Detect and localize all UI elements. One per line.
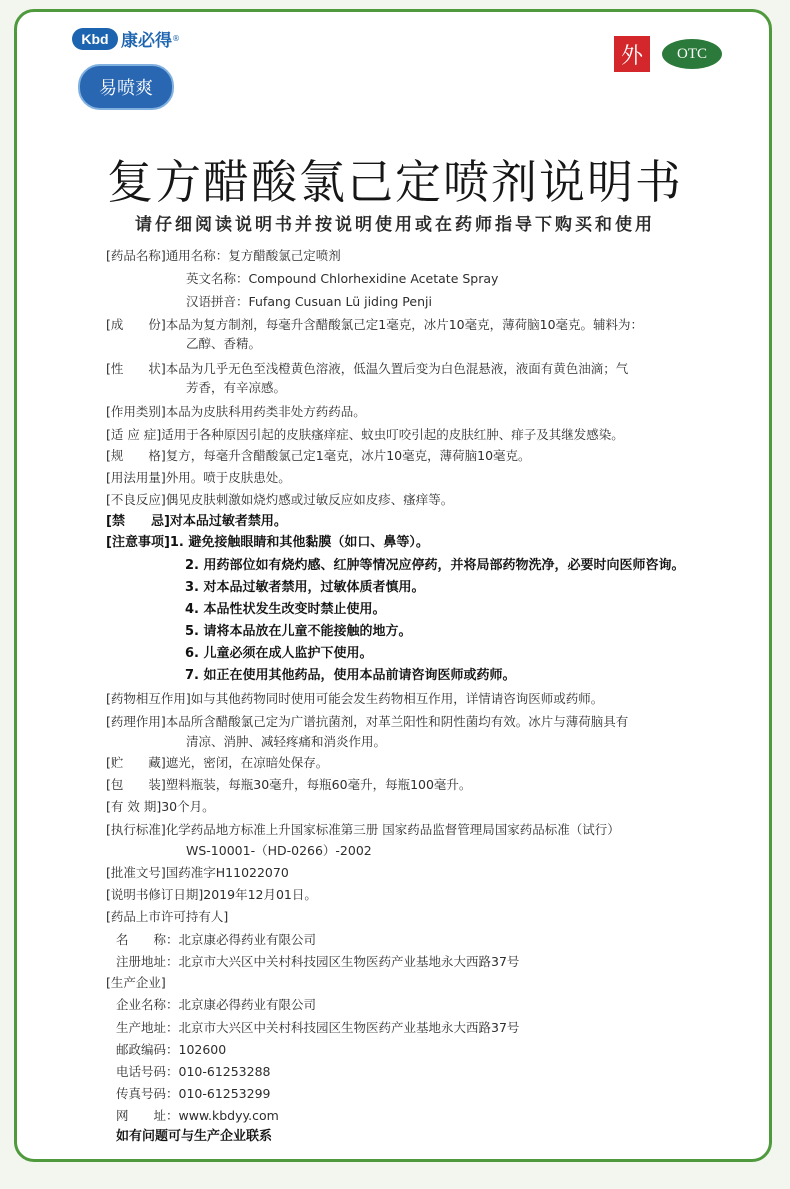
- composition-text-1: 本品为复方制剂，每毫升含醋酸氯己定1毫克，冰片10毫克，薄荷脑10毫克。辅料为：: [165, 317, 644, 332]
- revision-label: [说明书修订日期]: [106, 887, 204, 902]
- caution-item-2: 2. 用药部位如有烧灼感、红肿等情况应停药，并将局部药物洗净，必要时向医师咨询。: [185, 558, 685, 573]
- pharm-text-2: 清凉、消肿、减轻疼痛和消炎作用。: [186, 734, 387, 749]
- adverse-label: [不良反应]: [106, 492, 166, 507]
- package-text: 塑料瓶装，每瓶30毫升，每瓶60毫升，每瓶100毫升。: [165, 777, 472, 792]
- section-spec: [106, 446, 531, 466]
- pharm-label: [药理作用]: [106, 714, 166, 729]
- holder-name: 名 称：北京康必得药业有限公司: [116, 932, 317, 947]
- caution-item-6: 6. 儿童必须在成人监护下使用。: [185, 646, 373, 661]
- kbd-mark: Kbd: [72, 28, 118, 50]
- indication-text: 适用于各种原因引起的皮肤瘙痒症、蚊虫叮咬引起的皮肤红肿、痱子及其继发感染。: [161, 427, 624, 442]
- interaction-label: [药物相互作用]: [106, 691, 191, 706]
- contact-note: 如有问题可与生产企业联系: [116, 1129, 273, 1144]
- revision-text: 2019年12月01日。: [203, 887, 317, 902]
- page-subtitle: 请仔细阅读说明书并按说明使用或在药师指导下购买和使用: [135, 215, 655, 235]
- drug-pinyin-name: 汉语拼音：Fufang Cusuan Lü jiding Penji: [186, 294, 432, 309]
- brand-logo: [72, 26, 180, 51]
- section-pharmacology: [106, 712, 628, 732]
- storage-label: [贮 藏]: [106, 755, 166, 770]
- contra-label: [禁 忌]: [106, 514, 170, 529]
- indication-label: [适 应 症]: [106, 427, 162, 442]
- section-holder: [106, 907, 228, 927]
- spec-label: [规 格]: [106, 448, 166, 463]
- storage-text: 遮光，密闭，在凉暗处保存。: [165, 755, 329, 770]
- caution-label: [注意事项]: [106, 535, 170, 550]
- validity-text: 30个月。: [161, 799, 215, 814]
- drug-name-label: [药品名称]: [106, 248, 166, 263]
- section-revision: [106, 885, 317, 905]
- caution-item-7: 7. 如正在使用其他药品，使用本品前请咨询医师或药师。: [185, 668, 516, 683]
- registered-mark: ®: [172, 34, 180, 43]
- pharm-text-1: 本品所含醋酸氯己定为广谱抗菌剂，对革兰阳性和阴性菌均有效。冰片与薄荷脑具有: [165, 714, 629, 729]
- spec-text: 复方，每毫升含醋酸氯己定1毫克，冰片10毫克，薄荷脑10毫克。: [165, 448, 531, 463]
- section-composition: [106, 315, 643, 335]
- maker-label: [生产企业]: [106, 975, 166, 990]
- usage-label: [用法用量]: [106, 470, 166, 485]
- phone: 电话号码：010-61253288: [116, 1064, 271, 1079]
- section-package: [106, 775, 471, 795]
- composition-text-2: 乙醇、香精。: [186, 336, 262, 351]
- character-label: [性 状]: [106, 361, 166, 376]
- caution-item-1: 1. 避免接触眼睛和其他黏膜（如口、鼻等）。: [169, 535, 429, 550]
- section-character: [106, 359, 628, 379]
- drug-generic-name: 通用名称：复方醋酸氯己定喷剂: [165, 248, 341, 263]
- validity-label: [有 效 期]: [106, 799, 162, 814]
- section-validity: [106, 797, 215, 817]
- caution-item-4: 4. 本品性状发生改变时禁止使用。: [185, 602, 386, 617]
- section-drug-name: [106, 246, 341, 266]
- caution-item-5: 5. 请将本品放在儿童不能接触的地方。: [185, 624, 412, 639]
- product-badge: 易喷爽: [78, 64, 174, 110]
- caution-item-3: 3. 对本品过敏者禁用，过敏体质者慎用。: [185, 580, 425, 595]
- composition-label: [成 份]: [106, 317, 166, 332]
- fax: 传真号码：010-61253299: [116, 1086, 271, 1101]
- section-maker: [106, 973, 166, 993]
- category-label: [作用类别]: [106, 404, 166, 419]
- postcode: 邮政编码：102600: [116, 1042, 227, 1057]
- approval-text: 国药准字H11022070: [165, 865, 289, 880]
- maker-name: 企业名称：北京康必得药业有限公司: [116, 997, 317, 1012]
- section-interaction: [106, 689, 603, 709]
- section-approval: [106, 863, 289, 883]
- section-usage: [106, 468, 291, 488]
- drug-english-name: 英文名称：Compound Chlorhexidine Acetate Spray: [186, 271, 499, 286]
- page-title: 复方醋酸氯己定喷剂说明书: [107, 155, 683, 209]
- maker-address: 生产地址：北京市大兴区中关村科技园区生物医药产业基地永大西路37号: [116, 1020, 520, 1035]
- approval-label: [批准文号]: [106, 865, 166, 880]
- website: 网 址：www.kbdyy.com: [116, 1108, 279, 1123]
- category-text: 本品为皮肤科用药类非处方药药品。: [165, 404, 366, 419]
- section-storage: [106, 753, 328, 773]
- section-standard: [106, 820, 620, 840]
- package-label: [包 装]: [106, 777, 166, 792]
- section-category: [106, 402, 366, 422]
- interaction-text: 如与其他药物同时使用可能会发生药物相互作用，详情请咨询医师或药师。: [190, 691, 604, 706]
- standard-label: [执行标准]: [106, 822, 166, 837]
- brand-name: 康必得: [121, 31, 172, 51]
- holder-label: [药品上市许可持有人]: [106, 909, 229, 924]
- section-adverse: [106, 490, 453, 510]
- standard-text-2: WS-10001-（HD-0266）-2002: [186, 843, 372, 858]
- adverse-text: 偶见皮肤刺激如烧灼感或过敏反应如皮疹、瘙痒等。: [165, 492, 454, 507]
- contra-text: 对本品过敏者禁用。: [169, 514, 287, 529]
- character-text-1: 本品为几乎无色至浅橙黄色溶液，低温久置后变为白色混悬液，液面有黄色油滴；气: [165, 361, 629, 376]
- external-use-badge: 外: [614, 36, 650, 72]
- standard-text-1: 化学药品地方标准上升国家标准第三册 国家药品监督管理局国家药品标准（试行）: [165, 822, 620, 837]
- usage-text: 外用。喷于皮肤患处。: [165, 470, 291, 485]
- section-contraindication: [106, 512, 287, 532]
- otc-badge: OTC: [662, 39, 722, 69]
- character-text-2: 芳香，有辛凉感。: [186, 380, 287, 395]
- section-indication: [106, 425, 624, 445]
- holder-address: 注册地址：北京市大兴区中关村科技园区生物医药产业基地永大西路37号: [116, 954, 520, 969]
- section-cautions: [106, 533, 429, 553]
